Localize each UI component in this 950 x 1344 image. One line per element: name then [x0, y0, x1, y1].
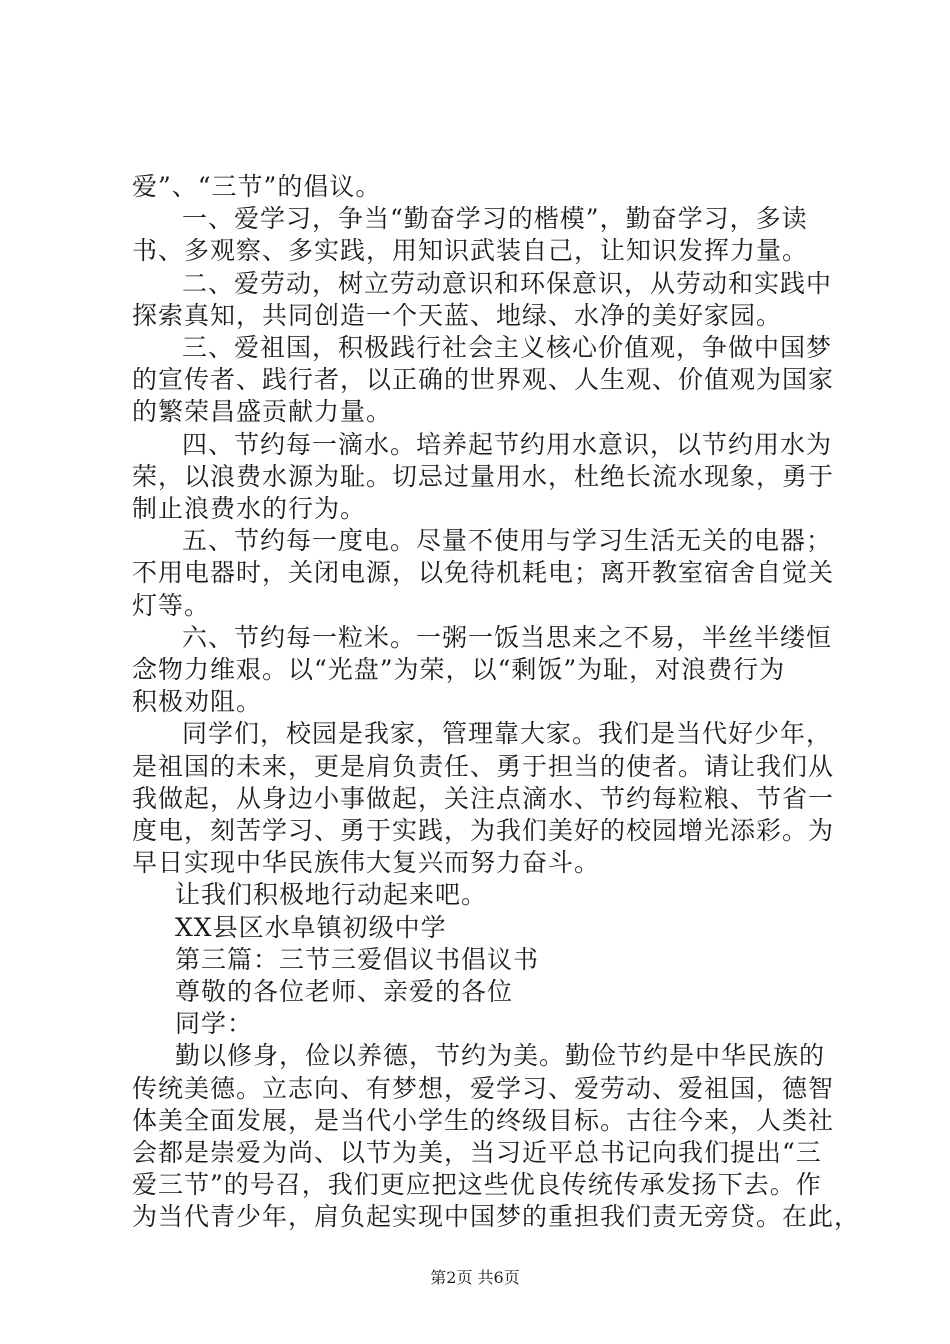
- text-line: 会都是崇爱为尚、以节为美，当习近平总书记向我们提出“三: [132, 1138, 822, 1167]
- text-line: 爱三节”的号召，我们更应把这些优良传统传承发扬下去。作: [132, 1170, 822, 1200]
- text-line: 五、节约每一度电。尽量不使用与学习生活无关的电器；: [182, 526, 833, 556]
- text-line: 二、爱劳动，树立劳动意识和环保意识，从劳动和实践中: [182, 268, 833, 298]
- text-line: 四、节约每一滴水。培养起节约用水意识，以节约用水为: [182, 429, 833, 459]
- text-line: 爱”、“三节”的倡议。: [132, 172, 382, 201]
- text-line: 探索真知，共同创造一个天蓝、地绿、水净的美好家园。: [132, 300, 783, 330]
- text-line: 制止浪费水的行为。: [132, 494, 367, 523]
- salutation: 尊敬的各位老师、亲爱的各位: [175, 977, 514, 1006]
- page-footer: 第2页 共6页: [430, 1268, 520, 1287]
- text-line: 不用电器时，关闭电源，以免待机耗电；离开教室宿舍自觉关: [132, 558, 835, 588]
- text-line: 同学们，校园是我家，管理靠大家。我们是当代好少年，: [182, 719, 833, 749]
- text-line: 的宣传者、践行者，以正确的世界观、人生观、价值观为国家: [132, 365, 835, 395]
- text-line: 为当代青少年，肩负起实现中国梦的重担我们责无旁贷。在此，: [132, 1202, 861, 1232]
- text-line: 一、爱学习，争当“勤奋学习的楷模”，勤奋学习，多读: [182, 204, 808, 234]
- text-line: 积极劝阻。: [132, 687, 263, 717]
- text-line: 勤以修身，俭以养德，节约为美。勤俭节约是中华民族的: [175, 1041, 826, 1071]
- text-line: 三、爱祖国，积极践行社会主义核心价值观，争做中国梦: [182, 333, 833, 362]
- text-line: 早日实现中华民族伟大复兴而努力奋斗。: [132, 848, 601, 878]
- text-line: 灯等。: [132, 590, 211, 620]
- section-title: 第三篇：三节三爱倡议书倡议书: [175, 944, 540, 974]
- text-line: 的繁荣昌盛贡献力量。: [132, 397, 393, 427]
- school-name: XX县区水阜镇初级中学: [175, 912, 447, 942]
- text-line: 我做起，从身边小事做起，关注点滴水、节约每粒粮、节省一: [132, 783, 835, 813]
- text-line: 六、节约每一粒米。一粥一饭当思来之不易，半丝半缕恒: [182, 622, 833, 652]
- salutation: 同学：: [175, 1009, 254, 1039]
- text-line: 体美全面发展，是当代小学生的终级目标。古往今来，人类社: [132, 1105, 835, 1135]
- text-line: 念物力维艰。以“光盘”为荣，以“剩饭”为耻，对浪费行为: [132, 655, 786, 684]
- text-line: 传统美德。立志向、有梦想，爱学习、爱劳动、爱祖国，德智: [132, 1073, 835, 1103]
- text-line: 书、多观察、多实践，用知识武装自己，让知识发挥力量。: [132, 236, 809, 266]
- text-line: 荣，以浪费水源为耻。切忌过量用水，杜绝长流水现象，勇于: [132, 461, 835, 491]
- text-line: 是祖国的未来，更是肩负责任、勇于担当的使者。请让我们从: [132, 751, 835, 781]
- text-line: 度电，刻苦学习、勇于实践，为我们美好的校园增光添彩。为: [132, 816, 835, 845]
- text-line: 让我们积极地行动起来吧。: [175, 880, 488, 910]
